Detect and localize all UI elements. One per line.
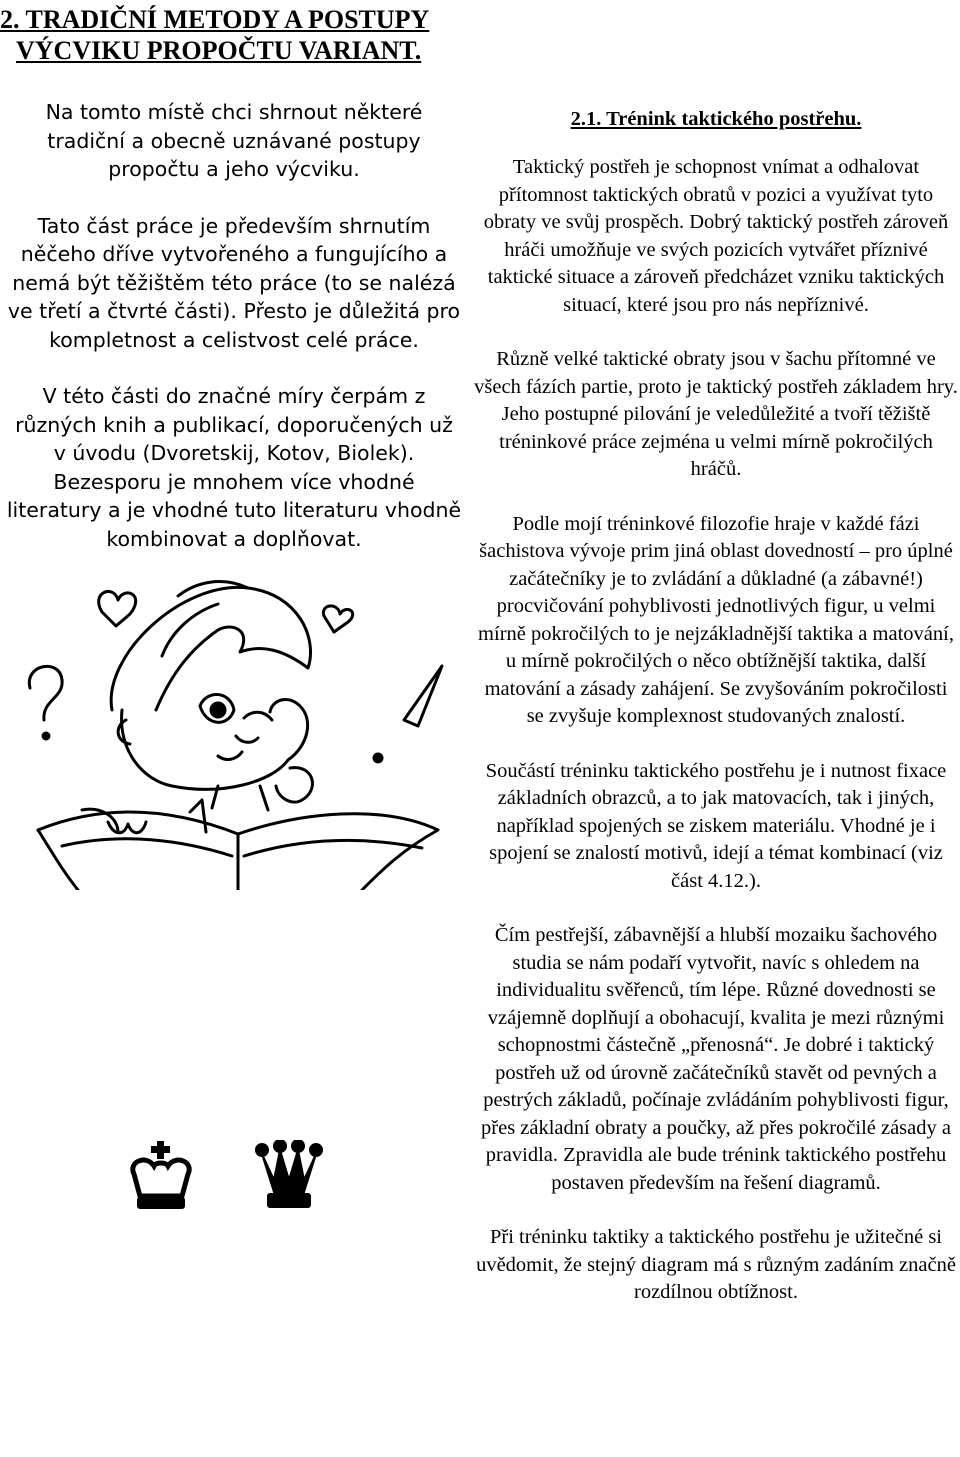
left-column	[6, 98, 462, 553]
exclamation-mark-doodle	[404, 666, 442, 726]
chess-pieces	[128, 1140, 328, 1215]
heart-doodle-right	[323, 606, 352, 632]
exclamation-mark-dot	[374, 754, 382, 762]
chapter-title	[0, 4, 470, 66]
question-mark-doodle	[29, 666, 62, 720]
boy-reading-book-illustration	[22, 560, 462, 890]
tactical-turns-paragraph: Různě velké taktické obraty jsou v šachu přítomné ve všech fázích partie, proto je taktický postřeh základem hry. Jeho postupné pilování je veledůležité a tvoří těžiště tréninkové práce zejména u velmi mírně pokročilých hráčů.	[474, 348, 958, 480]
pattern-fixation-paragraph: Součástí tréninku taktického postřehu je i nutnost fixace základních obrazců, a to jak matovacích, tak i jiných, například spojených se ziskem materiálu. Vhodné je i spojení se znalostí motivů, idejí a témat kombinací (viz část 4.12.).	[485, 759, 947, 892]
king-icon	[133, 1142, 189, 1208]
chapter-title-line-2: VÝCVIKU PROPOČTU VARIANT.	[16, 36, 422, 65]
boy-hand	[276, 768, 312, 802]
training-philosophy-paragraph: Podle mojí tréninkové filozofie hraje v každé fázi šachistova vývoje prim jiná oblast dovedností – pro úplné začátečníky je to zvládání a důkladné (a zábavné!) procvičování pohyblivosti jednotlivých figur, u velmi mírně pokročilých to je nejzákladnější taktika a matování, u mírně pokročilých o něco obtížnější taktika, další matování a zásady zahájení. Se zvyšováním pokročilosti se zvyšuje komplexnost studovaných znalostí.	[478, 512, 954, 727]
intro-paragraph: Na tomto místě chci shrnout některé tradiční a obecně uznávané postupy propočtu a jeho výcviku.	[45, 100, 423, 181]
study-mosaic-paragraph: Čím pestřejší, zábavnější a hlubší mozaiku šachového studia se nám podaří vytvořit, navíc s ohledem na individualitu svěřenců, tím lépe. Různé dovednosti se vzájemně doplňují a obohacují, kvalita je mezi různými schopnostmi částečně „přenosná“. Je dobré i taktický postřeh už od úrovně začátečníků stavět od pevných a pestrých základů, počínaje zvládáním pohyblivosti figur, přes základní obraty a poučky, až přes pokročilé zásady a pravidla. Zpravidla ale bude trénink taktického postřehu postaven především na řešení diagramů.	[481, 924, 951, 1194]
section-heading: 2.1. Trénink taktického postřehu.	[570, 108, 862, 130]
queen-icon	[256, 1140, 322, 1207]
tactical-perception-definition: Taktický postřeh je schopnost vnímat a odhalovat přítomnost taktických obratů v pozici a využívat tyto obraty ve svůj prospěch. Dobrý taktický postřeh zároveň hráči umožňuje ve svých pozicích vytvářet příznivé taktické situace a zároveň předcházet vzniku taktických situací, které jsou pro nás nepříznivé.	[483, 156, 949, 316]
right-column	[474, 106, 958, 1307]
diagram-difficulty-paragraph: Při tréninku taktiky a taktického postřehu je užitečné si uvědomit, že stejný diagram má s různým zadáním značně rozdílnou obtížnost.	[476, 1226, 956, 1303]
chapter-title-line-1: 2. TRADIČNÍ METODY A POSTUPY	[0, 5, 430, 34]
summary-paragraph: Tato část práce je především shrnutím něčeho dříve vytvořeného a fungujícího a nemá být těžištěm této práce (to se nalézá ve třetí a čtvrté části). Přesto je důležitá pro kompletnost a celistvost celé práce.	[7, 213, 461, 352]
question-mark-dot	[43, 733, 49, 739]
sources-paragraph: V této části do značné míry čerpám z různých knih a publikací, doporučených už v úvodu (Dvoretskij, Kotov, Biolek). Bezesporu je mnohem více vhodné literatury a je vhodné tuto literaturu vhodně kombinovat a doplňovat.	[6, 384, 462, 551]
heart-doodle-left	[99, 591, 136, 626]
boy-eye-right-wink	[244, 712, 272, 720]
